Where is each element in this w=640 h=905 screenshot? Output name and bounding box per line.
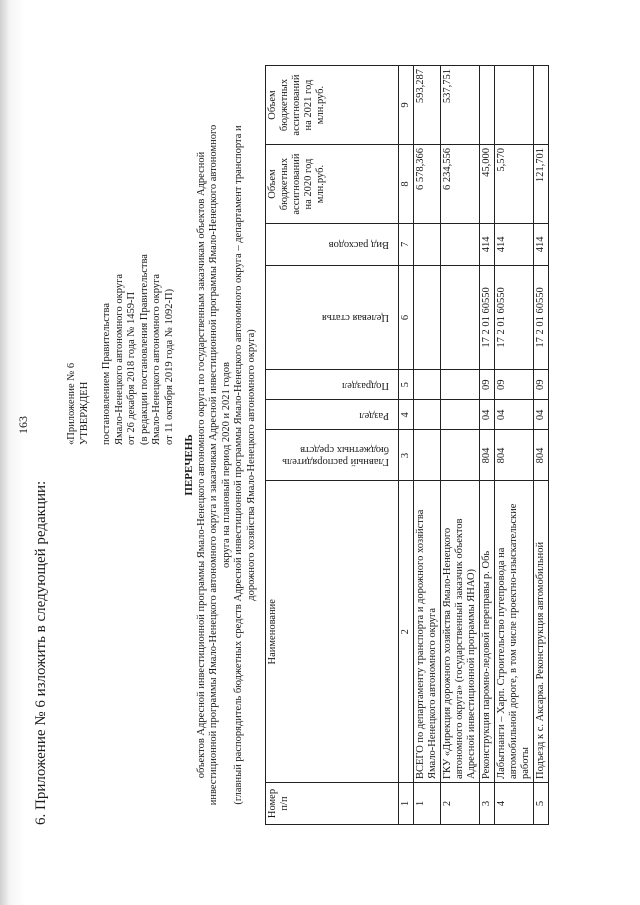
row-grbs: 804 bbox=[534, 430, 549, 481]
row-razdel: 04 bbox=[495, 400, 534, 430]
table-row bbox=[441, 66, 480, 825]
table-row bbox=[495, 66, 534, 825]
approval-line: Ямало-Ненецкого автономного округа bbox=[113, 273, 125, 445]
header-cs bbox=[266, 265, 399, 369]
row-vr: 414 bbox=[480, 224, 495, 266]
title-line: дорожного хозяйства Ямало-Ненецкого автономного округа) bbox=[245, 329, 257, 601]
approval-line: (в редакции постановления Правительства bbox=[138, 254, 150, 445]
row-vr: 414 bbox=[534, 224, 549, 266]
row-v2021: 537,751 bbox=[441, 66, 480, 145]
row-v2020: 6 234,556 bbox=[441, 145, 480, 224]
row-cs: 17 2 01 60550 bbox=[480, 265, 495, 369]
header-v2020: Объем бюджетных ассигнований на 2020 год млн.руб. bbox=[266, 145, 399, 224]
table-row bbox=[414, 66, 441, 825]
row-v2020: 5,570 bbox=[495, 145, 534, 224]
objects-table bbox=[265, 65, 549, 825]
row-podrazdel: 09 bbox=[534, 370, 549, 400]
table-row bbox=[534, 66, 549, 825]
row-num: 4 bbox=[495, 783, 534, 825]
index-cell: 3 bbox=[399, 430, 414, 481]
header-grbs bbox=[266, 430, 399, 481]
row-vr: 414 bbox=[495, 224, 534, 266]
row-razdel bbox=[441, 400, 480, 430]
row-grbs: 804 bbox=[480, 430, 495, 481]
index-cell: 7 bbox=[399, 224, 414, 266]
approval-line: от 26 декабря 2018 года № 1459-П bbox=[126, 291, 137, 445]
approval-line: от 11 октября 2019 года № 1092-П) bbox=[163, 288, 175, 445]
row-num: 5 bbox=[534, 783, 549, 825]
row-v2021 bbox=[480, 66, 495, 145]
approval-line: Ямало-Ненецкого автономного округа bbox=[151, 273, 162, 445]
index-cell: 2 bbox=[399, 481, 414, 783]
table-row bbox=[480, 66, 495, 825]
row-grbs bbox=[414, 430, 441, 481]
page-number: 163 bbox=[16, 416, 30, 434]
row-num: 2 bbox=[441, 783, 480, 825]
header-v2021: Объем бюджетных ассигнований на 2021 год млн.руб. bbox=[266, 66, 399, 145]
approval-line: постановлением Правительства bbox=[101, 302, 112, 445]
row-vr bbox=[441, 224, 480, 266]
row-podrazdel bbox=[441, 370, 480, 400]
header-podrazdel bbox=[266, 370, 399, 400]
index-cell: 1 bbox=[399, 783, 414, 825]
approval-annex: «Приложение № 6 bbox=[66, 362, 77, 445]
title-line: (главный распорядитель бюджетных средств Адресной инвестиционной программы Ямало-Ненецкого автономного округа – департамент транспорта и bbox=[233, 125, 244, 805]
section-heading: 6. Приложение № 6 изложить в следующей редакции: bbox=[33, 480, 49, 825]
header-razdel bbox=[266, 400, 399, 430]
row-razdel: 04 bbox=[480, 400, 495, 430]
title-heading: ПЕРЕЧЕНЬ bbox=[183, 434, 195, 496]
row-name: ВСЕГО по департаменту транспорта и дорожного хозяйства Ямало-Ненецкого автономного округа bbox=[414, 481, 441, 783]
row-podrazdel: 09 bbox=[480, 370, 495, 400]
row-v2021: 593,287 bbox=[414, 66, 441, 145]
column-index-row bbox=[399, 66, 414, 825]
row-v2021 bbox=[495, 66, 534, 145]
table-header-row bbox=[266, 66, 399, 825]
row-name: Лабытнанги – Харп. Строительство путепровода на автомобильной дороге, в том числе проектно-изыскательские работы bbox=[495, 481, 534, 783]
row-name: Реконструкция паромно-ледовой переправы р. Обь bbox=[480, 481, 495, 783]
header-vr bbox=[266, 224, 399, 266]
row-grbs: 804 bbox=[495, 430, 534, 481]
header-num: Номер п/п bbox=[266, 783, 399, 825]
row-v2021 bbox=[534, 66, 549, 145]
row-name: Подъезд к с. Аксарка. Реконструкция автомобильной bbox=[534, 481, 549, 783]
title-line: объектов Адресной инвестиционной программы Ямало-Ненецкого автономного округа по государственным заказчикам объектов Адресной bbox=[195, 151, 207, 779]
row-razdel bbox=[414, 400, 441, 430]
document-title bbox=[183, 95, 258, 835]
index-cell: 4 bbox=[399, 400, 414, 430]
header-vr-text: Вид расходов bbox=[328, 239, 389, 251]
row-v2020: 121,701 bbox=[534, 145, 549, 224]
row-podrazdel bbox=[414, 370, 441, 400]
index-cell: 5 bbox=[399, 370, 414, 400]
row-num: 3 bbox=[480, 783, 495, 825]
index-cell: 6 bbox=[399, 265, 414, 369]
row-cs bbox=[414, 265, 441, 369]
index-cell: 8 bbox=[399, 145, 414, 224]
row-num: 1 bbox=[414, 783, 441, 825]
title-line: инвестиционной программы Ямало-Ненецкого автономного округа и заказчикам Адресной инвестиционной программы Ямало-Ненецкого автономного bbox=[208, 124, 219, 806]
row-cs bbox=[441, 265, 480, 369]
row-cs: 17 2 01 60550 bbox=[495, 265, 534, 369]
row-razdel: 04 bbox=[534, 400, 549, 430]
approval-stamp bbox=[66, 115, 176, 445]
row-grbs bbox=[441, 430, 480, 481]
header-grbs-text: Главный распорядитель бюджетных средств bbox=[282, 444, 389, 468]
row-vr bbox=[414, 224, 441, 266]
title-line: округа на плановый период 2020 и 2021 годов bbox=[220, 362, 232, 568]
row-name: ГКУ «Дирекция дорожного хозяйства Ямало-Ненецкого автономного округа» (государственный заказчик объектов Адресной инвестиционной программы ЯНАО) bbox=[441, 481, 480, 783]
header-cs-text: Целевая статья bbox=[321, 312, 389, 324]
row-podrazdel: 09 bbox=[495, 370, 534, 400]
row-v2020: 6 578,366 bbox=[414, 145, 441, 224]
approval-approved: УТВЕРЖДЕН bbox=[78, 381, 90, 445]
header-podrazdel-text: Подраздел bbox=[342, 379, 389, 391]
index-cell: 9 bbox=[399, 66, 414, 145]
row-v2020: 45,000 bbox=[480, 145, 495, 224]
header-razdel-text: Раздел bbox=[359, 409, 389, 421]
row-cs: 17 2 01 60550 bbox=[534, 265, 549, 369]
header-name: Наименование bbox=[266, 481, 399, 783]
